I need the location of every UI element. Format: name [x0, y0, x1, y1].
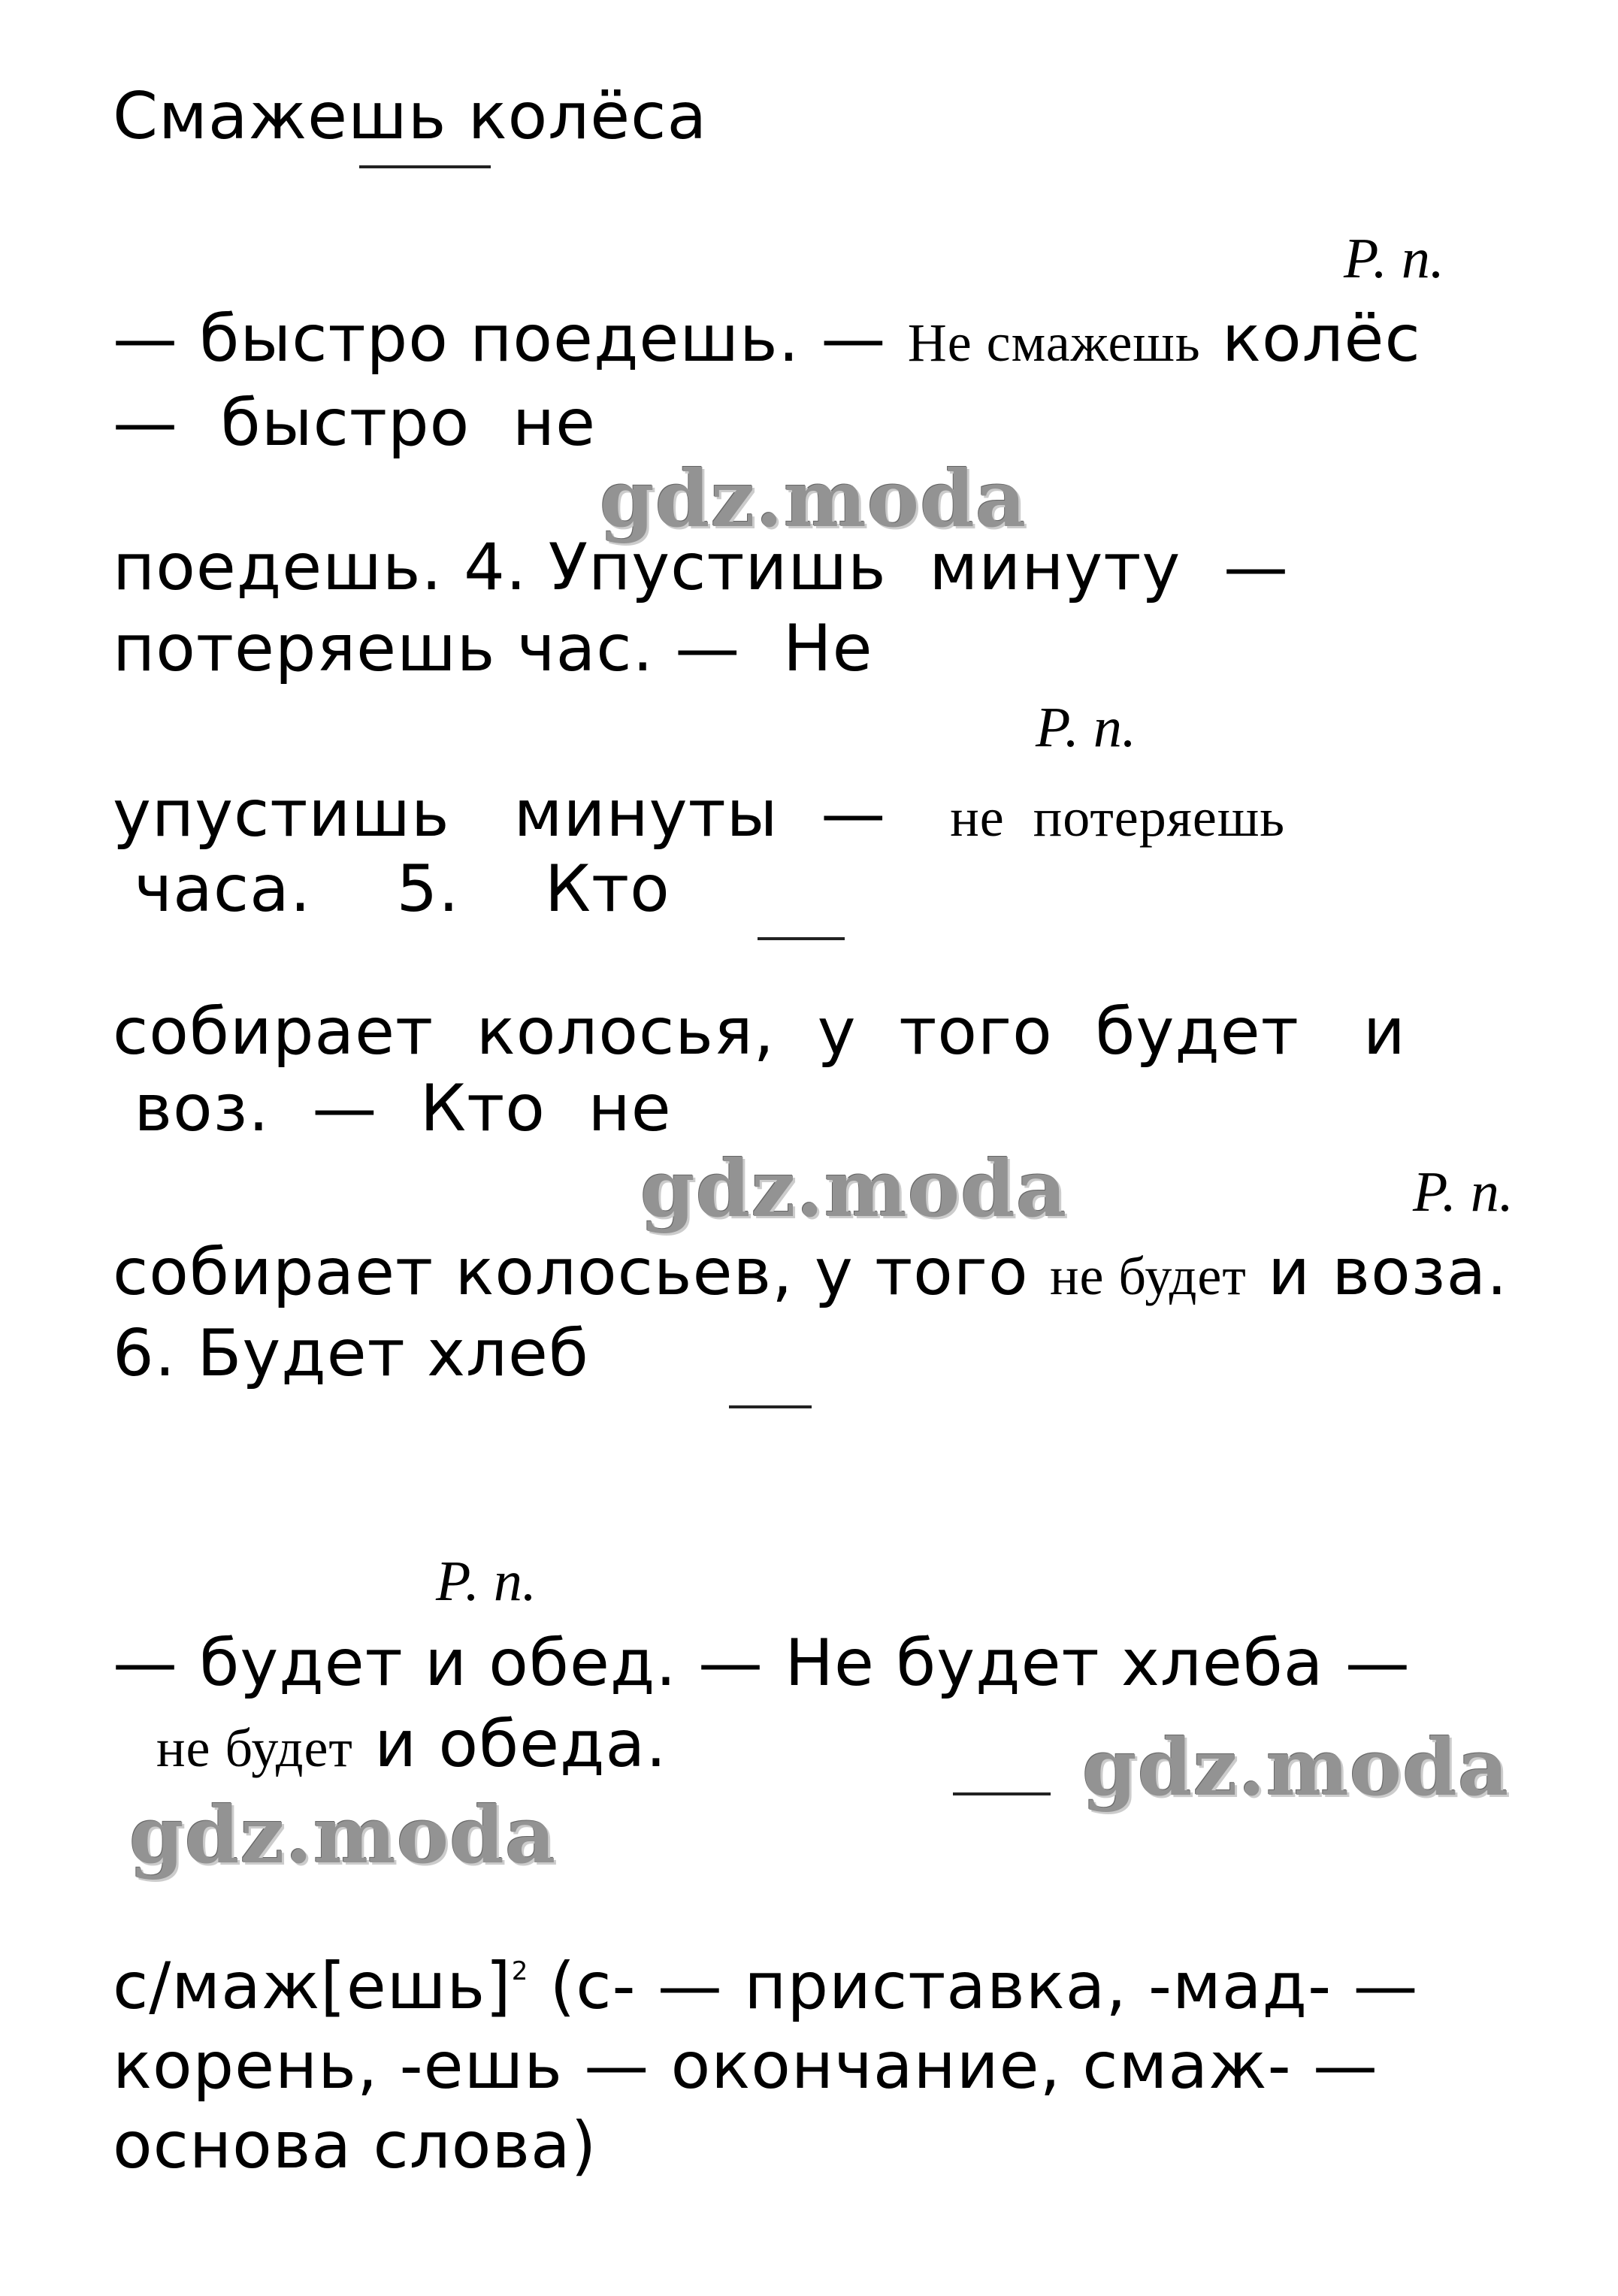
text-fragment: — быстро поедешь. — [113, 301, 908, 377]
handwritten-insert: не потеряешь [950, 788, 1286, 848]
text-line-14 [113, 1949, 1419, 2024]
case-label: Р. п. [436, 1550, 537, 1613]
case-label: Р. п. [1344, 227, 1444, 290]
text-line-1: Смажешь колёса [113, 79, 708, 154]
text-fragment: колёс [1200, 301, 1421, 377]
underline-mark [758, 937, 845, 940]
text-line-15: корень, -ешь — окончание, смаж- — [113, 2028, 1378, 2104]
text-line-13 [156, 1707, 667, 1782]
case-label: Р. п. [1036, 696, 1136, 759]
text-fragment: упустишь минуты — [113, 776, 951, 852]
text-line-16: основа слова) [113, 2108, 597, 2183]
watermark: gdz.moda [129, 1789, 557, 1881]
watermark: gdz.moda [640, 1142, 1068, 1235]
handwritten-insert: Не смажешь [907, 313, 1201, 373]
underline-mark [729, 1405, 812, 1408]
text-line-6 [113, 776, 1286, 852]
text-fragment: (с- — приставка, -мад- — [528, 1949, 1419, 2024]
text-line-5: потеряешь час. — Не [113, 611, 873, 686]
underline-mark [359, 165, 491, 168]
text-line-2 [113, 301, 1421, 377]
handwritten-insert: не будет [1049, 1246, 1247, 1306]
text-line-7: часа. 5. Кто [113, 852, 670, 927]
text-line-12: — будет и обед. — Не будет хлеба — [113, 1626, 1411, 1701]
case-label: Р. п. [1413, 1160, 1514, 1224]
text-line-3: — быстро не [113, 386, 597, 461]
text-fragment: собирает колосьев, у того [113, 1235, 1050, 1310]
text-line-4: поедешь. 4. Упустишь минуту — [113, 530, 1289, 605]
watermark: gdz.moda [1082, 1721, 1510, 1814]
text-line-9: воз. — Кто не [113, 1071, 672, 1146]
text-fragment: и обеда. [352, 1707, 667, 1782]
handwritten-insert: не будет [156, 1718, 353, 1778]
underline-mark [953, 1792, 1051, 1795]
superscript: 2 [511, 1956, 529, 1986]
text-fragment: с/маж[ешь] [113, 1949, 512, 2024]
text-line-8: собирает колосья, у того будет и [113, 994, 1406, 1069]
watermark: gdz.moda [600, 452, 1027, 545]
text-line-11: 6. Будет хлеб [113, 1316, 589, 1391]
text-fragment: и воза. [1246, 1235, 1508, 1310]
text-line-10 [113, 1235, 1508, 1310]
